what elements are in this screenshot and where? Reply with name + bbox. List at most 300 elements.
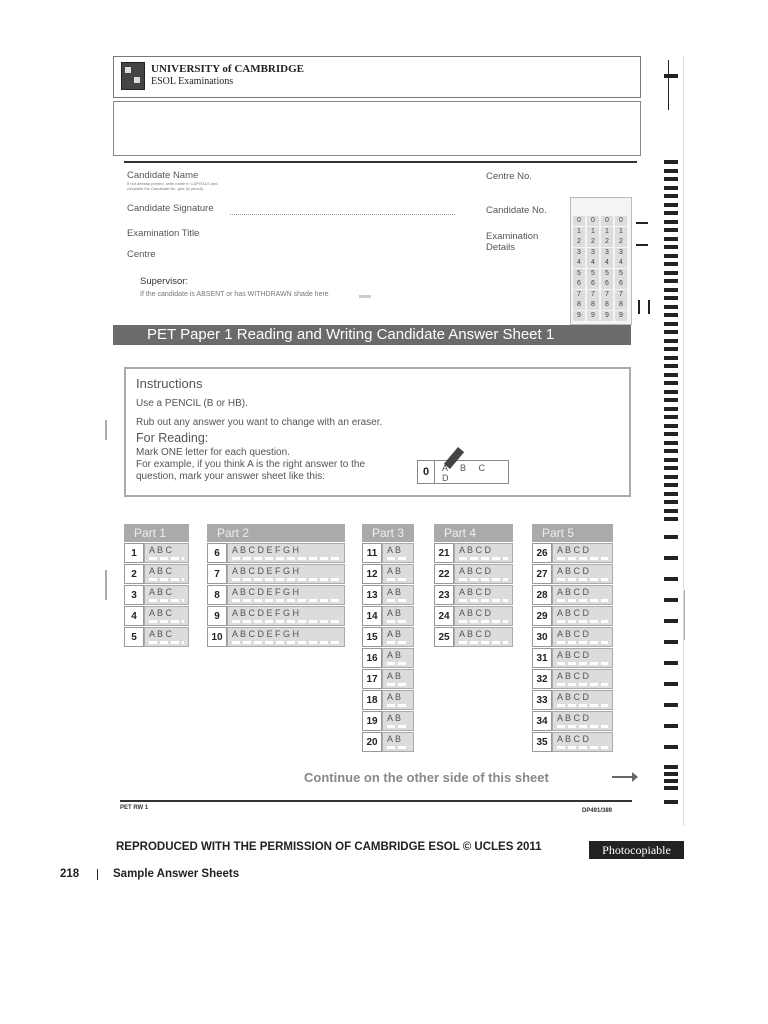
answer-bubbles[interactable]	[557, 683, 608, 686]
answer-bubbles[interactable]	[557, 578, 608, 581]
answer-options[interactable]	[144, 564, 189, 584]
option-letters: A B C D	[557, 545, 590, 555]
option-letters: A B C D	[459, 629, 492, 639]
timing-mark	[664, 458, 678, 462]
name-entry-grid[interactable]	[113, 101, 641, 156]
answer-options[interactable]	[382, 648, 414, 668]
section-divider	[124, 161, 637, 163]
answer-bubbles[interactable]	[459, 641, 508, 644]
scan-edge-mark	[105, 420, 107, 440]
option-letters: A B	[387, 545, 402, 555]
question-number: 18	[362, 690, 382, 710]
question-number: 1	[124, 543, 144, 563]
answer-options[interactable]	[552, 543, 613, 563]
timing-mark	[664, 483, 678, 487]
digit-bubble[interactable]: 2	[615, 237, 627, 247]
digit-column[interactable]	[615, 216, 627, 321]
timing-mark	[664, 330, 678, 334]
option-letters: A B	[387, 650, 402, 660]
answer-options[interactable]	[227, 606, 345, 626]
question-row	[362, 606, 414, 626]
digit-bubble[interactable]: 6	[615, 279, 627, 289]
answer-bubbles[interactable]	[459, 599, 508, 602]
question-row	[434, 606, 513, 626]
question-number: 2	[124, 564, 144, 584]
timing-mark	[664, 169, 678, 173]
timing-mark	[664, 535, 678, 539]
answer-options[interactable]	[382, 711, 414, 731]
question-number: 8	[207, 585, 227, 605]
digit-bubble[interactable]: 3	[615, 248, 627, 258]
question-row	[434, 543, 513, 563]
answer-options[interactable]	[382, 690, 414, 710]
answer-options[interactable]	[227, 543, 345, 563]
question-number: 25	[434, 627, 454, 647]
option-letters: A B	[387, 734, 402, 744]
timing-mark	[664, 271, 678, 275]
question-row	[362, 627, 414, 647]
option-letters: A B C D E F G H	[232, 587, 300, 597]
timing-mark	[664, 619, 678, 623]
digit-bubble[interactable]: 0	[587, 216, 599, 226]
answer-options[interactable]	[552, 606, 613, 626]
question-number: 9	[207, 606, 227, 626]
timing-mark	[664, 407, 678, 411]
timing-mark	[664, 313, 678, 317]
digit-bubble[interactable]: 2	[601, 237, 613, 247]
arrow-right-icon	[612, 776, 634, 778]
digit-bubble[interactable]: 2	[587, 237, 599, 247]
digit-column[interactable]	[587, 216, 599, 321]
answer-options[interactable]	[552, 585, 613, 605]
digit-bubble[interactable]: 0	[615, 216, 627, 226]
timing-mark	[664, 160, 678, 164]
answer-options[interactable]	[382, 564, 414, 584]
answer-bubbles[interactable]	[459, 557, 508, 560]
timing-mark	[664, 517, 678, 521]
digit-bubble[interactable]: 7	[587, 290, 599, 300]
digit-bubble[interactable]: 5	[587, 269, 599, 279]
question-number: 6	[207, 543, 227, 563]
registration-mark	[636, 222, 648, 224]
timing-mark	[664, 475, 678, 479]
question-row	[434, 585, 513, 605]
answer-options[interactable]	[382, 543, 414, 563]
registration-mark	[668, 60, 669, 110]
answer-bubbles[interactable]	[557, 725, 608, 728]
digit-bubble[interactable]: 3	[573, 248, 585, 258]
question-number: 33	[532, 690, 552, 710]
question-row	[362, 690, 414, 710]
question-row	[532, 648, 613, 668]
answer-bubbles[interactable]	[387, 599, 409, 602]
option-letters: A B	[387, 671, 402, 681]
question-number: 24	[434, 606, 454, 626]
instructions-heading: Instructions	[136, 376, 203, 391]
answer-options[interactable]	[227, 564, 345, 584]
timing-mark	[664, 424, 678, 428]
answer-options[interactable]	[552, 690, 613, 710]
answer-bubbles[interactable]	[459, 620, 508, 623]
timing-mark	[664, 74, 678, 78]
question-number: 15	[362, 627, 382, 647]
timing-mark	[664, 347, 678, 351]
question-number: 11	[362, 543, 382, 563]
example-text-line-2: question, mark your answer sheet like this:	[136, 471, 325, 482]
part-header: Part 3	[362, 524, 414, 542]
question-row	[124, 627, 189, 647]
timing-mark	[664, 765, 678, 769]
timing-mark	[664, 786, 678, 790]
question-row	[532, 732, 613, 752]
answer-bubbles[interactable]	[557, 662, 608, 665]
option-letters: A B	[387, 692, 402, 702]
digit-bubble[interactable]: 9	[587, 311, 599, 321]
timing-mark	[664, 682, 678, 686]
answer-bubbles[interactable]	[387, 662, 409, 665]
digit-bubble[interactable]: 2	[573, 237, 585, 247]
digit-bubble[interactable]: 5	[573, 269, 585, 279]
answer-options[interactable]	[144, 606, 189, 626]
answer-bubbles[interactable]	[387, 620, 409, 623]
candidate-number-grid[interactable]	[570, 197, 632, 325]
answer-bubbles[interactable]	[149, 641, 184, 644]
answer-bubbles[interactable]	[387, 578, 409, 581]
supervisor-label: Supervisor:	[140, 276, 189, 287]
timing-mark	[664, 381, 678, 385]
answer-options[interactable]	[382, 732, 414, 752]
absent-bubble[interactable]	[359, 295, 371, 298]
option-letters: A B C D	[459, 608, 492, 618]
answer-bubbles[interactable]	[557, 557, 608, 560]
option-letters: A B C D E F G H	[232, 629, 300, 639]
question-row	[532, 543, 613, 563]
answer-bubbles[interactable]	[149, 620, 184, 623]
example-answer	[417, 460, 509, 484]
digit-bubble[interactable]: 1	[587, 227, 599, 237]
question-row	[207, 606, 345, 626]
option-letters: A B C	[149, 545, 173, 555]
question-row	[532, 564, 613, 584]
answer-bubbles[interactable]	[557, 620, 608, 623]
question-number: 12	[362, 564, 382, 584]
option-letters: A B C D	[459, 545, 492, 555]
question-row	[124, 606, 189, 626]
timing-mark	[664, 509, 678, 513]
answer-bubbles[interactable]	[557, 599, 608, 602]
timing-mark	[664, 449, 678, 453]
question-row	[124, 543, 189, 563]
candidate-no-label: Candidate No.	[486, 205, 547, 216]
option-letters: A B	[387, 608, 402, 618]
question-number: 3	[124, 585, 144, 605]
digit-bubble[interactable]: 5	[601, 269, 613, 279]
digit-bubble[interactable]: 3	[587, 248, 599, 258]
cambridge-crest-icon	[121, 62, 145, 90]
question-row	[207, 585, 345, 605]
answer-bubbles[interactable]	[387, 557, 409, 560]
option-letters: A B C D	[557, 734, 590, 744]
mark-one-instruction: Mark ONE letter for each question.	[136, 447, 290, 458]
page-separator	[97, 869, 98, 880]
question-row	[362, 648, 414, 668]
option-letters: A B C D	[459, 587, 492, 597]
answer-bubbles[interactable]	[387, 641, 409, 644]
digit-bubble[interactable]: 6	[601, 279, 613, 289]
timing-mark	[664, 322, 678, 326]
answer-bubbles[interactable]	[387, 683, 409, 686]
examination-title-label: Examination Title	[127, 228, 200, 239]
digit-bubble[interactable]: 9	[615, 311, 627, 321]
university-name: UNIVERSITY of CAMBRIDGE	[151, 63, 304, 75]
bottom-divider	[120, 800, 632, 802]
option-letters: A B	[387, 629, 402, 639]
answer-bubbles[interactable]	[232, 620, 340, 623]
centre-label: Centre	[127, 249, 156, 260]
question-number: 21	[434, 543, 454, 563]
option-letters: A B C D E F G H	[232, 545, 300, 555]
timing-mark	[664, 661, 678, 665]
absent-withdrawn-note: If the candidate is ABSENT or has WITHDRAWN shade here	[140, 291, 329, 298]
question-number: 29	[532, 606, 552, 626]
question-number: 5	[124, 627, 144, 647]
timing-mark	[664, 415, 678, 419]
question-number: 7	[207, 564, 227, 584]
digit-bubble[interactable]: 9	[573, 311, 585, 321]
timing-mark	[664, 254, 678, 258]
option-letters: A B C D	[557, 587, 590, 597]
answer-options[interactable]	[454, 585, 513, 605]
option-letters: A B C D	[557, 671, 590, 681]
registration-mark	[648, 300, 650, 314]
dp-code: DP491/389	[582, 808, 613, 814]
signature-line[interactable]	[230, 214, 455, 215]
digit-column[interactable]	[573, 216, 585, 321]
question-row	[207, 543, 345, 563]
answer-options[interactable]	[454, 606, 513, 626]
timing-mark	[664, 211, 678, 215]
question-number: 34	[532, 711, 552, 731]
option-letters: A B C	[149, 566, 173, 576]
timing-mark	[664, 556, 678, 560]
question-number: 10	[207, 627, 227, 647]
digit-bubble[interactable]: 1	[601, 227, 613, 237]
answer-options[interactable]	[144, 585, 189, 605]
answer-bubbles[interactable]	[149, 578, 184, 581]
answer-bubbles[interactable]	[149, 599, 184, 602]
timing-mark	[664, 500, 678, 504]
timing-mark	[664, 220, 678, 224]
option-letters: A B C D	[557, 713, 590, 723]
digit-bubble[interactable]: 4	[615, 258, 627, 268]
answer-bubbles[interactable]	[232, 557, 340, 560]
digit-bubble[interactable]: 6	[587, 279, 599, 289]
digit-bubble[interactable]: 0	[601, 216, 613, 226]
question-row	[532, 606, 613, 626]
reproduced-notice: REPRODUCED WITH THE PERMISSION OF CAMBRIDGE ESOL © UCLES 2011	[116, 841, 542, 853]
timing-mark	[664, 305, 678, 309]
digit-bubble[interactable]: 9	[601, 311, 613, 321]
question-row	[362, 732, 414, 752]
answer-options[interactable]	[454, 564, 513, 584]
answer-bubbles[interactable]	[557, 704, 608, 707]
question-number: 35	[532, 732, 552, 752]
answer-bubbles[interactable]	[387, 746, 409, 749]
answer-options[interactable]	[144, 627, 189, 647]
answer-bubbles[interactable]	[232, 641, 340, 644]
pencil-instruction: Use a PENCIL (B or HB).	[136, 398, 248, 409]
question-number: 31	[532, 648, 552, 668]
timing-mark	[664, 364, 678, 368]
timing-mark	[664, 745, 678, 749]
timing-mark	[664, 373, 678, 377]
question-row	[362, 564, 414, 584]
timing-mark	[664, 279, 678, 283]
timing-mark	[664, 640, 678, 644]
answer-options[interactable]	[454, 543, 513, 563]
answer-options[interactable]	[227, 585, 345, 605]
answer-options[interactable]	[552, 732, 613, 752]
part-header: Part 2	[207, 524, 345, 542]
digit-column[interactable]	[601, 216, 613, 321]
digit-bubble[interactable]: 3	[601, 248, 613, 258]
digit-bubble[interactable]: 0	[573, 216, 585, 226]
answer-bubbles[interactable]	[557, 746, 608, 749]
part-header: Part 5	[532, 524, 613, 542]
candidate-name-note: If not already printed, write name in CAPITALS and complete the Candidate No. grid (in pencil).	[127, 181, 218, 191]
question-number: 32	[532, 669, 552, 689]
digit-bubble[interactable]: 6	[573, 279, 585, 289]
answer-options[interactable]	[552, 564, 613, 584]
example-text-line-1: For example, if you think A is the right answer to the	[136, 459, 366, 470]
example-number: 0	[418, 461, 435, 483]
answer-options[interactable]	[382, 627, 414, 647]
digit-bubble[interactable]: 5	[615, 269, 627, 279]
timing-mark	[664, 441, 678, 445]
question-number: 17	[362, 669, 382, 689]
question-row	[362, 711, 414, 731]
answer-options[interactable]	[552, 711, 613, 731]
option-letters: A B C	[149, 587, 173, 597]
question-number: 28	[532, 585, 552, 605]
question-number: 27	[532, 564, 552, 584]
timing-mark	[664, 203, 678, 207]
option-letters: A B C D E F G H	[232, 608, 300, 618]
digit-bubble[interactable]: 8	[601, 300, 613, 310]
timing-mark	[664, 296, 678, 300]
timing-mark	[664, 577, 678, 581]
option-letters: A B	[387, 713, 402, 723]
answer-bubbles[interactable]	[232, 578, 340, 581]
timing-mark	[664, 772, 678, 776]
answer-bubbles[interactable]	[149, 557, 184, 560]
digit-bubble[interactable]: 1	[615, 227, 627, 237]
timing-mark	[664, 492, 678, 496]
example-letters: A B C D	[442, 463, 491, 483]
digit-bubble[interactable]: 7	[573, 290, 585, 300]
timing-mark	[664, 398, 678, 402]
timing-mark	[664, 390, 678, 394]
answer-options[interactable]	[382, 669, 414, 689]
question-number: 19	[362, 711, 382, 731]
continue-note: Continue on the other side of this sheet	[304, 770, 549, 785]
timing-mark	[664, 186, 678, 190]
question-row	[207, 564, 345, 584]
digit-bubble[interactable]: 8	[573, 300, 585, 310]
question-row	[532, 585, 613, 605]
answer-bubbles[interactable]	[557, 641, 608, 644]
timing-mark	[664, 432, 678, 436]
centre-no-label: Centre No.	[486, 171, 532, 182]
question-row	[532, 690, 613, 710]
timing-mark	[664, 237, 678, 241]
question-row	[362, 543, 414, 563]
timing-mark	[664, 339, 678, 343]
answer-options[interactable]	[144, 543, 189, 563]
answer-bubbles[interactable]	[232, 599, 340, 602]
timing-mark	[664, 703, 678, 707]
question-number: 13	[362, 585, 382, 605]
option-letters: A B C D	[557, 650, 590, 660]
option-letters: A B C D	[557, 692, 590, 702]
question-row	[434, 564, 513, 584]
question-number: 20	[362, 732, 382, 752]
answer-options[interactable]	[552, 648, 613, 668]
timing-mark	[664, 194, 678, 198]
digit-bubble[interactable]: 7	[615, 290, 627, 300]
page-number: 218	[60, 868, 80, 880]
option-letters: A B C	[149, 629, 173, 639]
digit-bubble[interactable]: 7	[601, 290, 613, 300]
question-number: 4	[124, 606, 144, 626]
question-row	[532, 627, 613, 647]
timing-mark	[664, 262, 678, 266]
digit-bubble[interactable]: 8	[615, 300, 627, 310]
answer-options[interactable]	[382, 606, 414, 626]
candidate-signature-label: Candidate Signature	[127, 203, 214, 214]
digit-bubble[interactable]: 4	[601, 258, 613, 268]
registration-mark	[638, 300, 640, 314]
answer-bubbles[interactable]	[387, 704, 409, 707]
option-letters: A B C D	[557, 566, 590, 576]
digit-bubble[interactable]: 4	[573, 258, 585, 268]
photocopiable-badge: Photocopiable	[589, 841, 684, 859]
answer-bubbles[interactable]	[387, 725, 409, 728]
answer-options[interactable]	[227, 627, 345, 647]
digit-bubble[interactable]: 1	[573, 227, 585, 237]
question-number: 16	[362, 648, 382, 668]
timing-mark	[664, 724, 678, 728]
question-row	[532, 711, 613, 731]
answer-options[interactable]	[382, 585, 414, 605]
answer-bubbles[interactable]	[459, 578, 508, 581]
timing-mark	[664, 245, 678, 249]
option-letters: A B C D E F G H	[232, 566, 300, 576]
digit-bubble[interactable]: 8	[587, 300, 599, 310]
question-row	[362, 585, 414, 605]
eraser-instruction: Rub out any answer you want to change with an eraser.	[136, 417, 383, 428]
answer-options[interactable]	[552, 669, 613, 689]
digit-bubble[interactable]: 4	[587, 258, 599, 268]
answer-options[interactable]	[552, 627, 613, 647]
question-row	[532, 669, 613, 689]
answer-options[interactable]	[454, 627, 513, 647]
option-letters: A B C D	[557, 629, 590, 639]
for-reading-heading: For Reading:	[136, 431, 209, 445]
timing-mark	[664, 779, 678, 783]
question-row	[124, 585, 189, 605]
examination-details-label: Examination Details	[486, 231, 539, 253]
